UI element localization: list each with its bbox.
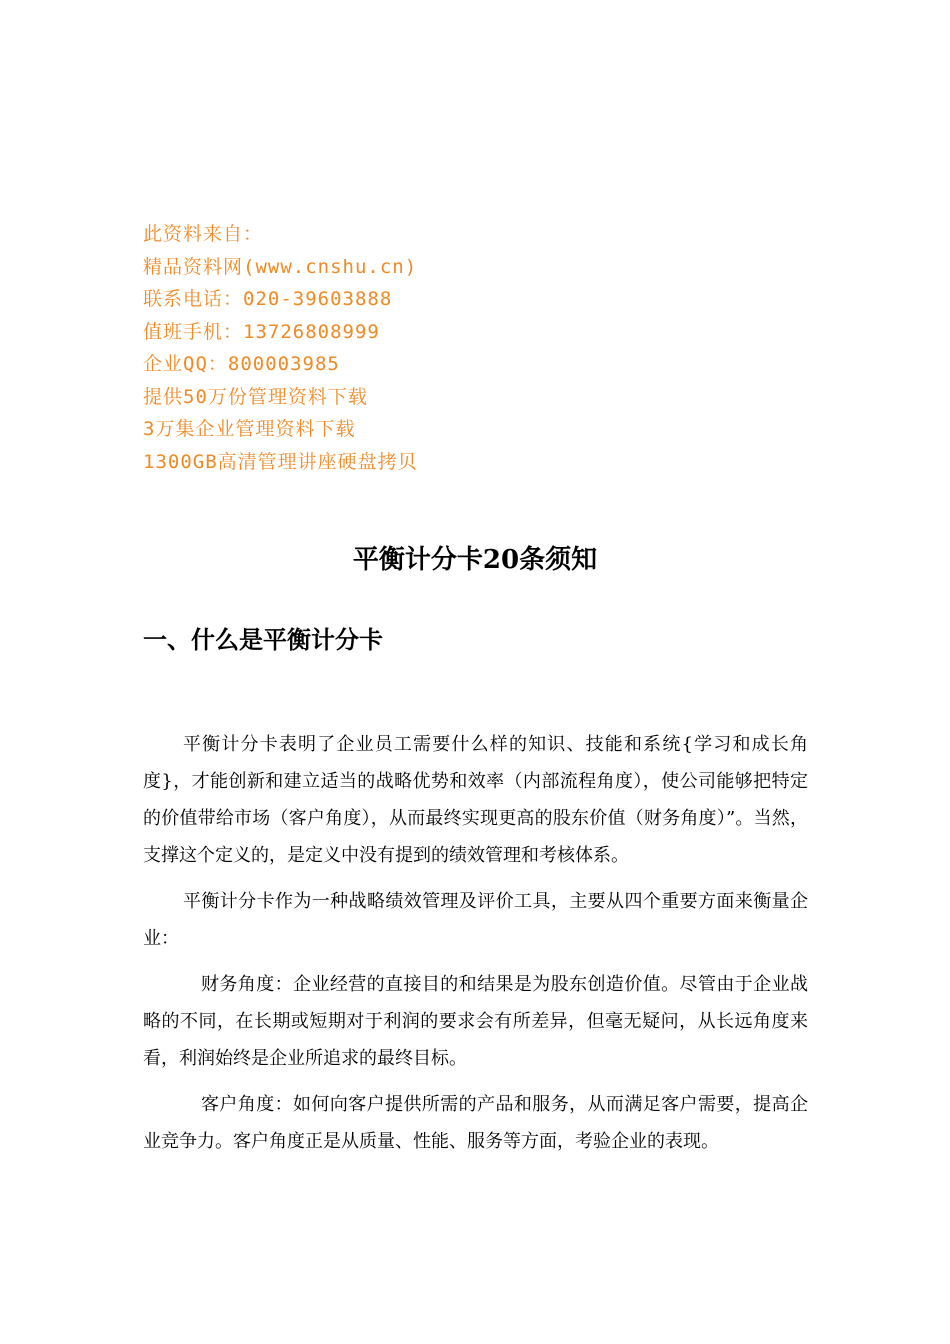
source-line-offer-3: 1300GB高清管理讲座硬盘拷贝 (143, 450, 418, 473)
source-line-offer-2: 3万集企业管理资料下载 (143, 418, 356, 440)
source-line-from: 此资料来自： (143, 223, 264, 245)
document-title: 平衡计分卡20条须知 (352, 545, 598, 575)
document-body (143, 726, 808, 1169)
source-line-phone: 联系电话：020-39603888 (143, 288, 393, 310)
paragraph-four-perspectives: 平衡计分卡作为一种战略绩效管理及评价工具，主要从四个重要方面来衡量企业： (143, 891, 808, 949)
source-line-mobile: 值班手机：13726808999 (143, 320, 380, 343)
source-info-block (143, 218, 643, 478)
source-line-qq: 企业QQ：800003985 (143, 353, 340, 375)
source-line-offer-1: 提供50万份管理资料下载 (143, 385, 368, 408)
paragraph-definition: 平衡计分卡表明了企业员工需要什么样的知识、技能和系统{学习和成长角度}，才能创新和建立适当的战略优势和效率（内部流程角度），使公司能够把特定的价值带给市场（客户角度），从而最终实现更高的股东价值（财务角度）”。当然，支撑这个定义的，是定义中没有提到的绩效管理和考核体系。 (143, 734, 808, 866)
source-line-website: 精品资料网(www.cnshu.cn) (143, 255, 418, 278)
paragraph-customer: 客户角度：如何向客户提供所需的产品和服务，从而满足客户需要，提高企业竞争力。客户角度正是从质量、性能、服务等方面，考验企业的表现。 (143, 1094, 808, 1152)
section-heading: 一、什么是平衡计分卡 (143, 625, 383, 654)
paragraph-financial: 财务角度：企业经营的直接目的和结果是为股东创造价值。尽管由于企业战略的不同，在长期或短期对于利润的要求会有所差异，但毫无疑问，从长远角度来看，利润始终是企业所追求的最终目标。 (143, 974, 808, 1069)
